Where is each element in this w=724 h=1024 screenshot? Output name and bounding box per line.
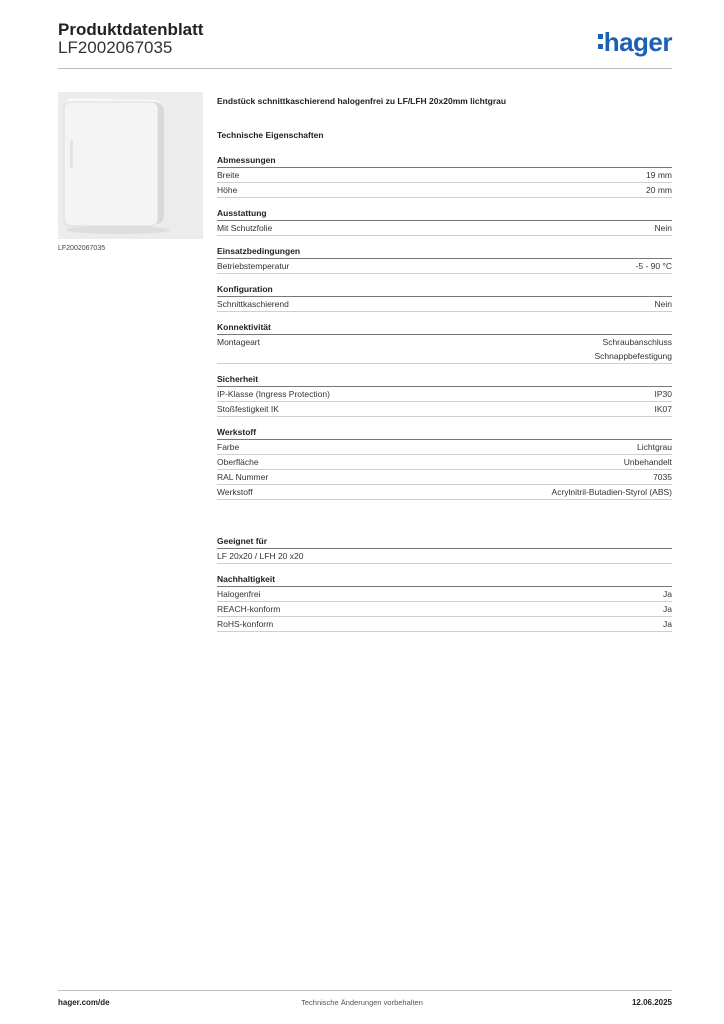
section-geeignet-fuer	[217, 535, 672, 564]
product-details	[217, 96, 672, 641]
row-value: -5 - 90 °C	[635, 261, 672, 271]
logo-colon-icon	[598, 33, 603, 51]
row-label: IP-Klasse (Ingress Protection)	[217, 389, 330, 399]
section-nachhaltigkeit	[217, 573, 672, 632]
technical-heading: Technische Eigenschaften	[217, 130, 324, 140]
row-value-multiline	[594, 335, 672, 363]
section-title: Geeignet für	[217, 535, 672, 549]
table-row	[217, 440, 672, 455]
end-cap-product-icon	[58, 92, 203, 239]
section-werkstoff	[217, 426, 672, 500]
section-konnektivitaet	[217, 321, 672, 364]
table-row	[217, 470, 672, 485]
page-title: Produktdatenblatt	[58, 20, 204, 39]
row-label: Halogenfrei	[217, 589, 261, 599]
table-row	[217, 402, 672, 417]
image-caption: LF2002067035	[58, 245, 106, 252]
row-value: Nein	[654, 223, 672, 233]
section-konfiguration	[217, 283, 672, 312]
table-row	[217, 297, 672, 312]
row-value: IP30	[654, 389, 672, 399]
row-label: Farbe	[217, 442, 240, 452]
row-value: Lichtgrau	[637, 442, 672, 452]
section-abmessungen	[217, 154, 672, 198]
section-einsatzbedingungen	[217, 245, 672, 274]
product-title: Endstück schnittkaschierend halogenfrei zu LF/LFH 20x20mm lichtgrau	[217, 96, 507, 106]
row-value: Unbehandelt	[623, 457, 672, 467]
row-label: Betriebstemperatur	[217, 261, 290, 271]
section-title: Werkstoff	[217, 426, 672, 440]
hager-logo	[598, 27, 672, 58]
row-label: RoHS-konform	[217, 619, 274, 629]
row-label: Schnittkaschierend	[217, 299, 289, 309]
row-value: Nein	[654, 299, 672, 309]
row-value: 7035	[653, 472, 672, 482]
row-label: RAL Nummer	[217, 472, 269, 482]
row-label: Höhe	[217, 185, 238, 195]
section-title: Nachhaltigkeit	[217, 573, 672, 587]
table-row	[217, 602, 672, 617]
table-row	[217, 387, 672, 402]
footer-divider	[58, 990, 672, 991]
footer-date: 12.06.2025	[631, 998, 672, 1007]
table-row	[217, 168, 672, 183]
section-ausstattung	[217, 207, 672, 236]
section-title: Einsatzbedingungen	[217, 245, 672, 259]
row-label: Breite	[217, 170, 240, 180]
row-label: REACH-konform	[217, 604, 281, 614]
table-row	[217, 221, 672, 236]
table-row	[217, 259, 672, 274]
section-sicherheit	[217, 373, 672, 417]
table-row	[217, 485, 672, 500]
section-title: Sicherheit	[217, 373, 672, 387]
product-image	[58, 92, 203, 239]
row-value: Ja	[663, 589, 672, 599]
footer-website: hager.com/de	[58, 998, 110, 1007]
row-label: Mit Schutzfolie	[217, 223, 273, 233]
row-label: LF 20x20 / LFH 20 x20	[217, 551, 304, 561]
section-title: Abmessungen	[217, 154, 672, 168]
row-value: 19 mm	[646, 170, 672, 180]
table-row	[217, 183, 672, 198]
row-value: IK07	[654, 404, 672, 414]
section-spacer	[217, 509, 672, 535]
row-value: Schraubanschluss	[602, 337, 672, 347]
table-row	[217, 617, 672, 632]
row-label: Stoßfestigkeit IK	[217, 404, 279, 414]
article-number: LF2002067035	[58, 38, 173, 57]
section-title: Konfiguration	[217, 283, 672, 297]
row-value-second-line: Schnappbefestigung	[594, 351, 672, 361]
header-divider	[58, 68, 672, 69]
table-row	[217, 335, 672, 364]
logo-text: hager	[603, 27, 672, 57]
section-title: Ausstattung	[217, 207, 672, 221]
row-label: Oberfläche	[217, 457, 259, 467]
row-value: 20 mm	[646, 185, 672, 195]
table-row	[217, 549, 672, 564]
row-value: Ja	[663, 604, 672, 614]
table-row	[217, 455, 672, 470]
row-label: Montageart	[217, 337, 260, 347]
row-label: Werkstoff	[217, 487, 253, 497]
table-row	[217, 587, 672, 602]
row-value: Ja	[663, 619, 672, 629]
row-value: Acrylnitril-Butadien-Styrol (ABS)	[551, 487, 672, 497]
footer-note: Technische Änderungen vorbehalten	[301, 998, 423, 1007]
section-title: Konnektivität	[217, 321, 672, 335]
